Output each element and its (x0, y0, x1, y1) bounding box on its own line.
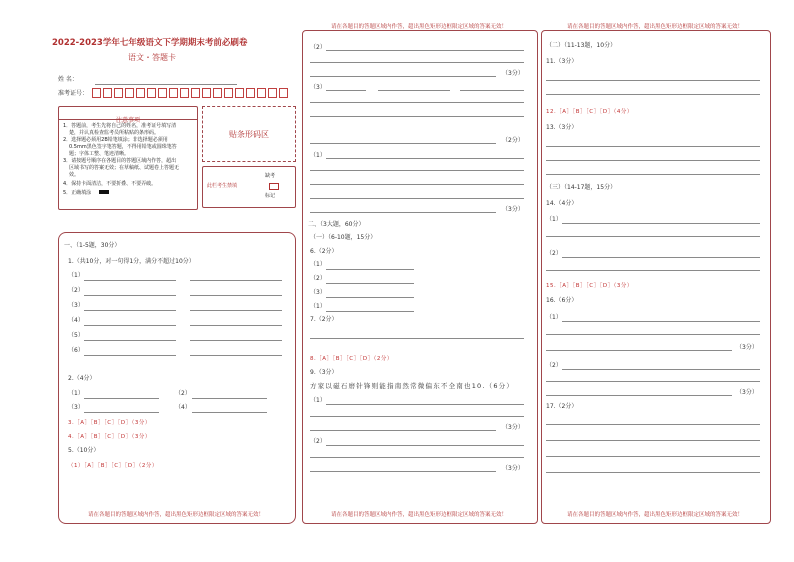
q1-answer-line[interactable] (190, 280, 282, 281)
col3-line[interactable] (546, 472, 760, 473)
ticket-digit-cell[interactable] (279, 88, 288, 98)
q6-answer-line[interactable] (326, 311, 414, 312)
fill-example-mark (99, 190, 109, 194)
notice-list (59, 120, 197, 200)
col2-line[interactable] (310, 430, 496, 431)
score-3: （3分） (502, 70, 524, 77)
q5-label: 5.（10分） (68, 447, 100, 454)
q10-item-1: （1） (310, 397, 326, 404)
q6-answer-line[interactable] (326, 297, 414, 298)
q1-item-label: （4） (68, 317, 84, 324)
q2-answer-1[interactable] (84, 398, 159, 399)
warning-col1: 请在各题目的答题区域内作答，超出黑色矩形边框限定区域的答案无效！ (87, 512, 264, 518)
q14-item-1: （1） (546, 216, 562, 223)
q1-answer-line[interactable] (84, 310, 176, 311)
absent-box (202, 166, 296, 208)
col2-item-2: （2） (310, 44, 326, 51)
absent-left-label: 此栏考生禁填 (207, 183, 238, 189)
q1-item-label: （6） (68, 347, 84, 354)
notice-line: 4．保持卡面清洁，不要折叠、不要弄破。 (63, 181, 157, 187)
ticket-digit-cell[interactable] (202, 88, 211, 98)
name-field[interactable] (95, 84, 237, 85)
col2-line[interactable] (326, 158, 524, 159)
ticket-digit-cell[interactable] (92, 88, 101, 98)
notice-line: 1．答题前，考生先将自己的姓名，准考证号填写清 (63, 123, 177, 129)
col2-line[interactable] (310, 76, 496, 77)
col3-line[interactable] (546, 381, 760, 382)
q6-item-label: （2） (310, 275, 326, 282)
col2-line[interactable] (378, 90, 450, 91)
col2-line[interactable] (310, 457, 524, 458)
q15-options[interactable]: 15.［A］［B］［C］［D］（3分） (546, 283, 633, 289)
col3-line[interactable] (546, 94, 760, 95)
ticket-digit-cell[interactable] (246, 88, 255, 98)
ticket-digit-cell[interactable] (169, 88, 178, 98)
col2-line[interactable] (310, 338, 524, 339)
col3-line[interactable] (562, 369, 760, 370)
ticket-digit-cell[interactable] (191, 88, 200, 98)
score-3: （3分） (502, 424, 524, 431)
col2-item-1: （1） (310, 152, 326, 159)
col3-line[interactable] (546, 395, 732, 396)
col2-line[interactable] (310, 116, 524, 117)
col3-line[interactable] (546, 350, 732, 351)
q3-options[interactable]: 3.［A］［B］［C］［D］（3分） (68, 420, 151, 426)
q1-item-label: （1） (68, 272, 84, 279)
q1-answer-line[interactable] (84, 355, 176, 356)
q7-label: 7.（2分） (310, 316, 338, 323)
q2-label: 2.（4分） (68, 375, 96, 382)
ticket-digit-cell[interactable] (158, 88, 167, 98)
q6-item-label: （1） (310, 303, 326, 310)
q16-item-1: （1） (546, 314, 562, 321)
q4-options[interactable]: 4.［A］［B］［C］［D］（3分） (68, 434, 151, 440)
ticket-digit-cell[interactable] (257, 88, 266, 98)
warning-col2-bottom: 请在各题目的答题区域内作答，超出黑色矩形边框限定区域的答案无效！ (330, 512, 507, 518)
q16-item-2: （2） (546, 362, 562, 369)
warning-col3-top: 请在各题目的答题区域内作答，超出黑色矩形边框限定区域的答案无效！ (566, 24, 743, 30)
ticket-digit-cell[interactable] (268, 88, 277, 98)
q2-item-3: （3） (68, 404, 84, 411)
name-label: 姓 名： (58, 76, 78, 83)
fill-example-label: 5．正确填涂 (63, 190, 92, 196)
q2-answer-3[interactable] (84, 412, 159, 413)
col3-line[interactable] (546, 456, 760, 457)
section2-sub3: （三）（14-17题，15分） (546, 184, 617, 191)
notice-line: 区域书写的答案无效；在草稿纸、试题卷上答题无 (69, 165, 180, 171)
notice-line: 2．选择题必须用2B铅笔填涂；非选择题必须用 (63, 137, 168, 143)
q1-answer-line[interactable] (84, 325, 176, 326)
score-3: （3分） (736, 344, 758, 351)
col2-line[interactable] (310, 62, 524, 63)
q1-answer-line[interactable] (84, 295, 176, 296)
notice-line: 0.5mm黑色签字笔答题，不得用铅笔或圆珠笔答 (69, 144, 177, 150)
q6-label: 6.（2分） (310, 248, 338, 255)
col3-line[interactable] (562, 223, 760, 224)
ticket-digit-cell[interactable] (180, 88, 189, 98)
notice-line: 题；字体工整、笔迹清晰。 (69, 151, 130, 157)
col3-line[interactable] (546, 80, 760, 81)
q1-answer-line[interactable] (190, 355, 282, 356)
q16-label: 16.（6分） (546, 297, 578, 304)
barcode-area (202, 106, 296, 162)
absent-right-bottom: 标记 (265, 193, 276, 199)
ticket-digit-cell[interactable] (136, 88, 145, 98)
ticket-number-cells[interactable] (92, 88, 292, 100)
warning-col2-top: 请在各题目的答题区域内作答，超出黑色矩形边框限定区域的答案无效！ (330, 24, 507, 30)
col2-line[interactable] (310, 143, 496, 144)
absent-right-top: 缺考 (265, 173, 276, 179)
q10-item-2: （2） (310, 438, 326, 445)
q1-answer-line[interactable] (84, 340, 176, 341)
col2-line[interactable] (310, 184, 524, 185)
section2-sub2: （二）（11-13题，10分） (546, 42, 617, 49)
col2-box (302, 30, 538, 524)
ticket-digit-cell[interactable] (103, 88, 112, 98)
ticket-digit-cell[interactable] (125, 88, 134, 98)
q1-item-label: （2） (68, 287, 84, 294)
q6-item-label: （1） (310, 261, 326, 268)
col3-line[interactable] (562, 321, 760, 322)
q9-label: 9.（3分） (310, 369, 338, 376)
q1-answer-line[interactable] (190, 295, 282, 296)
score-3: （3分） (502, 206, 524, 213)
col3-line[interactable] (546, 440, 760, 441)
ticket-digit-cell[interactable] (235, 88, 244, 98)
notice-box (58, 106, 198, 210)
q12-options[interactable]: 12.［A］［B］［C］［D］（4分） (546, 109, 633, 115)
q1-label: 1.（共10分，对一句得1分，满分不超过10分） (68, 258, 195, 265)
q1-answer-line[interactable] (190, 325, 282, 326)
col3-line[interactable] (546, 270, 760, 271)
score-3: （3分） (736, 389, 758, 396)
score-3: （3分） (502, 465, 524, 472)
col2-line[interactable] (310, 212, 496, 213)
q2-answer-2[interactable] (192, 398, 267, 399)
col2-item-3: （3） (310, 84, 326, 91)
col3-line[interactable] (546, 424, 760, 425)
col3-box (541, 30, 771, 524)
col2-line[interactable] (326, 404, 524, 405)
page-title: 2022-2023学年七年级语文下学期期末考前必刷卷 (52, 38, 248, 48)
ticket-digit-cell[interactable] (114, 88, 123, 98)
q8-options[interactable]: 8.［A］［B］［C］［D］（2分） (310, 356, 393, 362)
ticket-digit-cell[interactable] (224, 88, 233, 98)
q14-item-2: （2） (546, 250, 562, 257)
q11-label: 11.（3分） (546, 58, 578, 65)
col3-line[interactable] (546, 146, 760, 147)
col3-line[interactable] (546, 160, 760, 161)
notice-line: 效。 (69, 172, 80, 178)
col2-line[interactable] (310, 416, 524, 417)
q6-item-label: （3） (310, 289, 326, 296)
q17-label: 17.（2分） (546, 403, 578, 410)
col3-line[interactable] (562, 257, 760, 258)
q2-answer-4[interactable] (192, 412, 267, 413)
col2-line[interactable] (460, 90, 524, 91)
col3-line[interactable] (546, 174, 760, 175)
section2-sub1: （一）（6-10题，15分） (310, 234, 377, 241)
col2-line[interactable] (310, 471, 496, 472)
col2-line[interactable] (326, 90, 366, 91)
absent-checkbox[interactable] (269, 183, 279, 190)
notice-line: 3．请按题号顺序在各题目的答题区域内作答，超出 (63, 158, 177, 164)
barcode-label: 贴条形码区 (229, 129, 269, 139)
ticket-digit-cell[interactable] (147, 88, 156, 98)
col2-line[interactable] (326, 50, 524, 51)
q1-answer-line[interactable] (84, 280, 176, 281)
col3-line[interactable] (546, 236, 760, 237)
col2-line[interactable] (310, 102, 524, 103)
col2-line[interactable] (326, 445, 524, 446)
q14-label: 14.（4分） (546, 200, 578, 207)
q2-item-1: （1） (68, 390, 84, 397)
section2-heading: 二、（3大题，60分） (308, 221, 365, 228)
warning-col3-bottom: 请在各题目的答题区域内作答，超出黑色矩形边框限定区域的答案无效！ (566, 512, 743, 518)
ticket-digit-cell[interactable] (213, 88, 222, 98)
page-subtitle: 语文・答题卡 (128, 53, 176, 62)
q1-answer-line[interactable] (190, 310, 282, 311)
ticket-label: 准考证号： (58, 90, 89, 97)
notice-line (63, 190, 193, 197)
q5-1-options[interactable]: （1）［A］［B］［C］［D］（2分） (68, 463, 158, 469)
col2-line[interactable] (310, 198, 524, 199)
q6-answer-line[interactable] (326, 283, 414, 284)
notice-line: 楚，并认真检查监考员所粘贴的条形码。 (69, 130, 160, 136)
q2-item-4: （4） (175, 404, 191, 411)
q13-label: 13.（3分） (546, 124, 578, 131)
q6-answer-line[interactable] (326, 269, 414, 270)
q1-item-label: （5） (68, 332, 84, 339)
score-2: （2分） (502, 137, 524, 144)
q9-sentence: 方家以磁石磨针锋则能指南然常微偏东不全南也10.（6分） (310, 382, 515, 390)
col2-line[interactable] (310, 170, 524, 171)
q1-item-label: （3） (68, 302, 84, 309)
q1-answer-line[interactable] (190, 340, 282, 341)
section1-heading: 一、（1-5题，30分） (64, 242, 121, 249)
q2-item-2: （2） (175, 390, 191, 397)
notice-title: 注意事项 (115, 117, 140, 124)
col3-line[interactable] (546, 334, 760, 335)
